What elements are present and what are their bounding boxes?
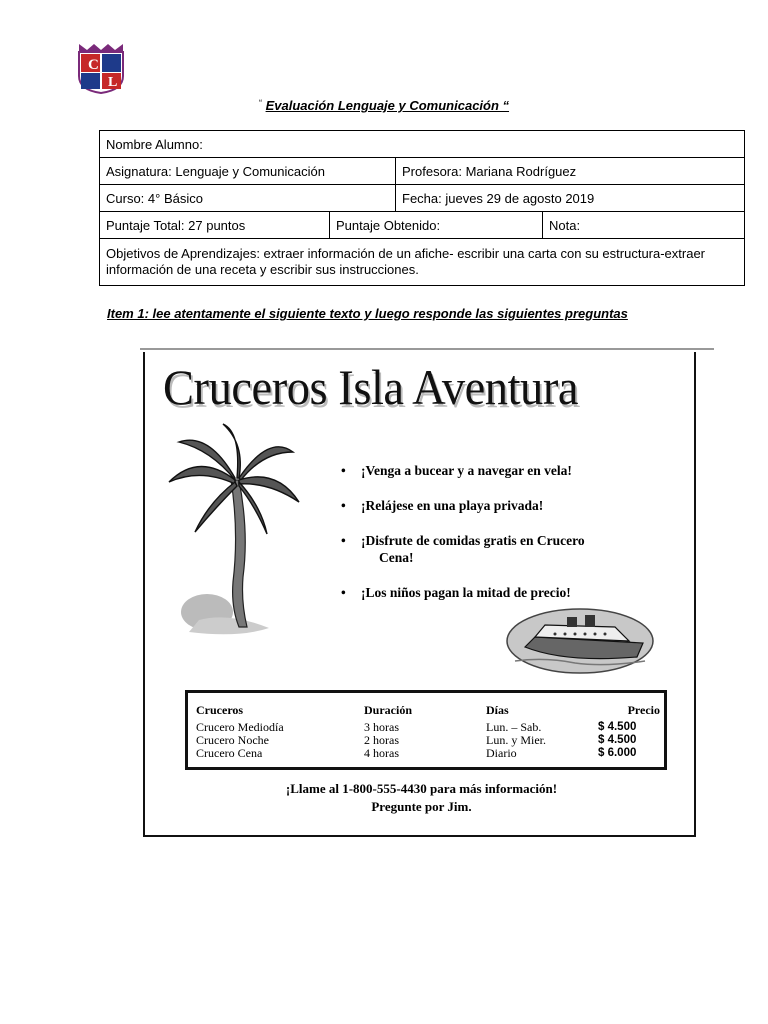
- teacher-cell: Profesora: Mariana Rodríguez: [396, 158, 745, 185]
- contact-call-to-action: [145, 780, 698, 816]
- cruise-duration: 2 horas: [364, 733, 399, 747]
- bullet-text: ¡Disfrute de comidas gratis en Crucero: [361, 533, 585, 548]
- cruise-schedule-box: [185, 690, 667, 770]
- course-cell: Curso: 4° Básico: [100, 185, 396, 212]
- poster-bullet-list: [341, 462, 671, 619]
- cruise-days: Diario: [486, 746, 517, 760]
- title-open-quote: “: [258, 98, 262, 108]
- bullet-dot: •: [341, 533, 346, 548]
- header-dias: Días: [486, 702, 509, 717]
- call-line-contact: Pregunte por Jim.: [371, 799, 472, 814]
- bullet-text-continuation: Cena!: [379, 550, 414, 565]
- cruise-price: $ 4.500: [598, 734, 637, 746]
- table-header-row: [196, 699, 660, 721]
- crest-letter-l: L: [108, 75, 118, 90]
- bullet-text: ¡Relájese en una playa privada!: [361, 498, 544, 513]
- bullet-item: [341, 584, 671, 601]
- item-1-instruction: Item 1: lee atentamente el siguiente texto y luego responde las siguientes preguntas: [107, 306, 628, 321]
- cruise-days: Lun. y Mier.: [486, 733, 546, 747]
- bullet-dot: •: [341, 463, 346, 478]
- poster-top-rule: [140, 348, 714, 350]
- cruise-price: $ 4.500: [598, 721, 637, 733]
- bullet-item: [341, 462, 671, 479]
- bullet-dot: •: [341, 498, 346, 513]
- obtained-score-cell: Puntaje Obtenido:: [330, 212, 543, 239]
- cruise-duration: 4 horas: [364, 746, 399, 760]
- cruise-duration: 3 horas: [364, 720, 399, 734]
- crest-letter-c: C: [88, 57, 99, 73]
- bullet-dot: •: [341, 585, 346, 600]
- total-score-cell: Puntaje Total: 27 puntos: [100, 212, 330, 239]
- poster-title: Cruceros Isla Aventura: [163, 359, 579, 415]
- bullet-item: [341, 532, 671, 566]
- table-row: [196, 747, 660, 760]
- cruise-schedule-table: [196, 699, 660, 760]
- table-row: [196, 734, 660, 747]
- cruise-ship-illustration: [505, 607, 655, 675]
- cruise-poster: [143, 352, 696, 837]
- date-cell: Fecha: jueves 29 de agosto 2019: [396, 185, 745, 212]
- subject-cell: Asignatura: Lenguaje y Comunicación: [100, 158, 396, 185]
- cruise-name: Crucero Mediodía: [196, 720, 284, 734]
- learning-objectives-cell: Objetivos de Aprendizajes: extraer información de un afiche- escribir una carta con su estructura-extraer información de una receta y escribir sus instrucciones.: [100, 239, 745, 286]
- document-title: [0, 98, 768, 113]
- call-line-phone: ¡Llame al 1-800-555-4430 para más información!: [285, 781, 558, 796]
- cruise-name: Crucero Cena: [196, 746, 263, 760]
- cruise-price: $ 6.000: [598, 747, 637, 759]
- bullet-text: ¡Venga a bucear y a navegar en vela!: [361, 463, 572, 478]
- palm-tree-illustration: [159, 422, 309, 652]
- student-name-cell: Nombre Alumno:: [100, 131, 745, 158]
- student-info-table: [99, 130, 745, 286]
- school-crest-logo: [77, 42, 125, 94]
- cruise-days: Lun. – Sab.: [486, 720, 542, 734]
- title-text: Evaluación Lenguaje y Comunicación “: [265, 98, 510, 113]
- header-duracion: Duración: [364, 702, 412, 717]
- header-precio: Precio: [627, 702, 660, 717]
- grade-cell: Nota:: [543, 212, 745, 239]
- header-cruceros: Cruceros: [196, 702, 244, 717]
- bullet-text: ¡Los niños pagan la mitad de precio!: [361, 585, 571, 600]
- bullet-item: [341, 497, 671, 514]
- cruise-name: Crucero Noche: [196, 733, 269, 747]
